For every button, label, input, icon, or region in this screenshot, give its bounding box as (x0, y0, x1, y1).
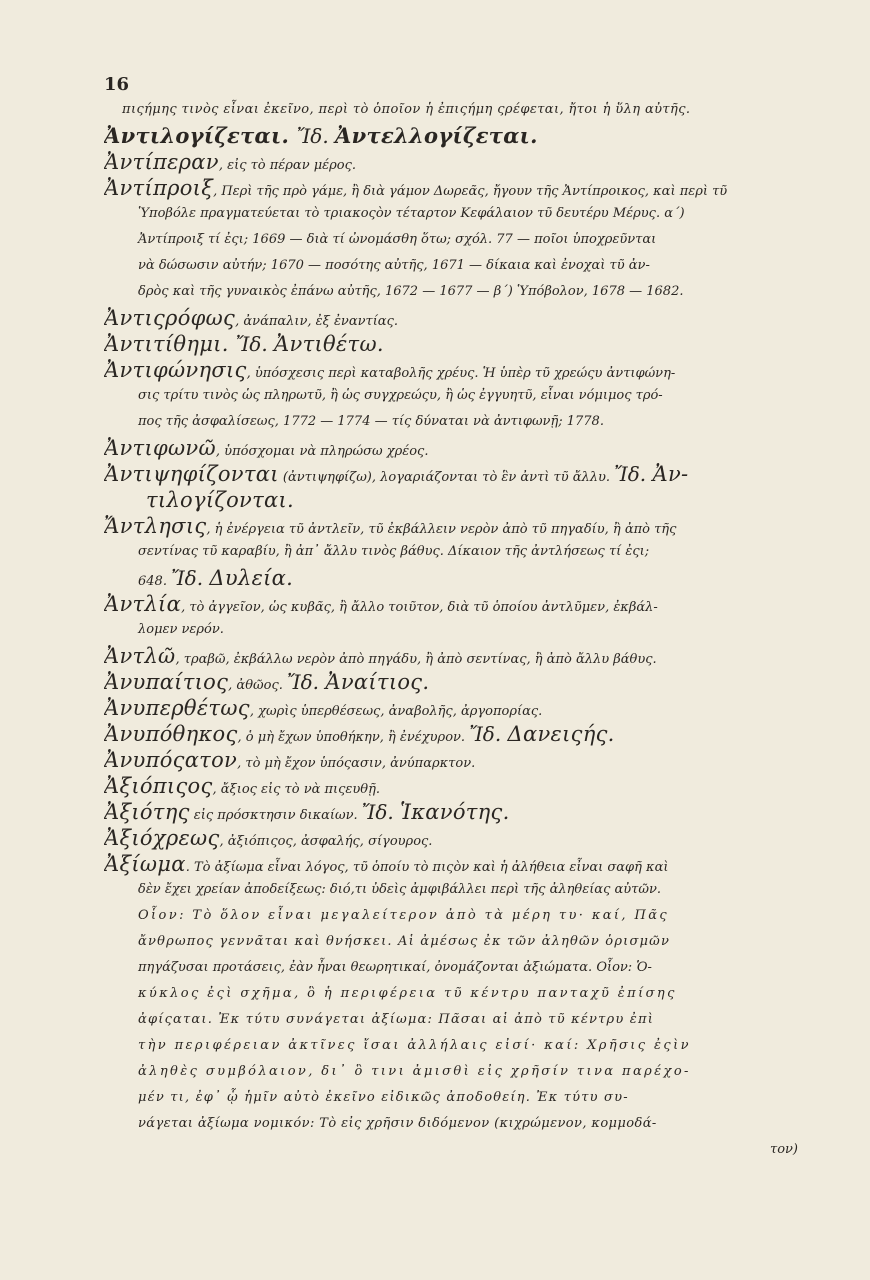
entry-text: νάγεται ἀξίωμα νομικόν: Τὸ εἰς χρῆσιν διδόμενον (κιχρώμενον, κομμοδά- (138, 1116, 657, 1131)
entry-headword: Δανειςής. (507, 722, 615, 746)
text-line (104, 929, 804, 955)
text-line (104, 669, 804, 695)
text-line (104, 357, 804, 383)
text-line (104, 643, 804, 669)
text-line (104, 591, 804, 617)
text-line (104, 305, 804, 331)
page-number: 16 (104, 74, 130, 95)
entry-text: , ὁ μὴ ἔχων ὑποθήκην, ἢ ἐνέχυρον. (237, 730, 470, 745)
entry-text: , χωρὶς ὑπερθέσεως, ἀναβολῆς, ἀργοπορίας. (249, 704, 543, 719)
entry-text: , ἀνάπαλιν, ἐξ ἐναντίας. (235, 314, 398, 329)
entry-headword: Ἀντιτίθημι. (104, 332, 236, 356)
entry-text: πος τῆς ἀσφαλίσεως, 1772 — 1774 — τίς δύναται νὰ ἀντιφωνῇ; 1778. (138, 414, 604, 429)
text-line (104, 1007, 804, 1033)
entry-text: τον) (770, 1142, 798, 1157)
entry-text: πηγάζυσαι προτάσεις, ἐὰν ἦναι θεωρητικαί, ὀνομάζονται ἀξιώματα. Οἷον: Ὁ- (138, 960, 652, 975)
text-line (104, 773, 804, 799)
entry-text: σις τρίτυ τινὸς ὡς πληρωτῦ, ἢ ὡς συγχρεώςυ, ἢ ὡς ἐγγυητῦ, εἶναι νόμιμος τρό- (138, 388, 663, 403)
entry-text: ἀληθὲς συμβόλαιον, δι᾽ ὃ τινι ἀμισθὶ εἰς χρῆσίν τινα παρέχο- (138, 1064, 691, 1079)
text-line (104, 435, 804, 461)
text-line (104, 227, 804, 253)
entry-headword: Ἀξιόχρεως (104, 826, 220, 850)
text-line (104, 695, 804, 721)
entry-text: τὴν περιφέρειαν ἀκτῖνες ἴσαι ἀλλήλαις εἰσί· καί: Χρῆσις ἐςὶν (138, 1038, 691, 1053)
entry-text: ἄνθρωπος γεννᾶται καὶ θνήσκει. Αἱ ἀμέσως ἐκ τῶν ἀληθῶν ὁρισμῶν (138, 934, 671, 949)
cross-reference-marker: Ἴδ. (235, 332, 275, 356)
entry-text: ἀφίςαται. Ἐκ τύτυ συνάγεται ἀξίωμα: Πᾶσαι αἱ ἀπὸ τῦ κέντρυ ἐπὶ (138, 1012, 655, 1027)
entry-headword: Ἀντιφώνησις (104, 358, 247, 382)
entry-headword: Ἀντιφωνῶ (104, 436, 216, 460)
entry-text: Ἀντίπροιξ τί ἐςι; 1669 — διὰ τί ὠνομάσθη ὅτω; σχόλ. 77 — ποῖοι ὑποχρεῦνται (138, 232, 657, 247)
text-line (104, 383, 804, 409)
entry-text: νὰ δώσωσιν αὐτήν; 1670 — ποσότης αὐτῆς, 1671 — δίκαια καὶ ἐνοχαὶ τῦ ἀν- (138, 258, 650, 273)
cross-reference-marker: Ἴδ. (296, 124, 336, 148)
text-line (104, 279, 804, 305)
entry-text: , τὸ ἀγγεῖον, ὡς κυβᾶς, ἢ ἄλλο τοιῦτον, διὰ τῦ ὁποίου ἀντλῦμεν, ἐκβάλ- (181, 600, 658, 615)
text-line (104, 747, 804, 773)
text-line (104, 409, 804, 435)
text-line (104, 1059, 804, 1085)
entry-text: , τραβῶ, ἐκβάλλω νερὸν ἀπὸ πηγάδυ, ἢ ἀπὸ σεντίνας, ἢ ἀπὸ ἄλλυ βάθυς. (175, 652, 657, 667)
cross-reference-marker: Ἴδ. (171, 566, 210, 590)
entry-headword: Ἀντίπεραν (104, 150, 219, 174)
entry-headword: Ἀξιότης (104, 800, 190, 824)
cross-reference-marker: Ἴδ. (287, 670, 326, 694)
text-line (104, 539, 804, 565)
entry-text: σεντίνας τῦ καραβίυ, ἢ ἀπ᾽ ἄλλυ τινὸς βάθυς. Δίκαιον τῆς ἀντλήσεως τί ἐςι; (138, 544, 650, 559)
entry-text: , τὸ μὴ ἔχον ὑπόςασιν, ἀνύπαρκτον. (237, 756, 476, 771)
entry-text: κύκλος ἐςὶ σχῆμα, ὃ ἡ περιφέρεια τῦ κέντρυ πανταχῦ ἐπίσης (138, 986, 677, 1001)
text-line (104, 825, 804, 851)
text-line (104, 799, 804, 825)
cross-reference-marker: Ἴδ. (469, 722, 508, 746)
entry-text: πιςήμης τινὸς εἶναι ἐκεῖνο, περὶ τὸ ὁποῖον ἡ ἐπιςήμη ςρέφεται, ἤτοι ἡ ὕλη αὐτῆς. (122, 102, 691, 117)
dictionary-text (104, 97, 804, 1163)
entry-headword: Ἀξίωμα (104, 852, 186, 876)
text-line (104, 1085, 804, 1111)
text-line (104, 97, 804, 123)
entry-headword: Ἄντλησις (104, 514, 207, 538)
text-line (104, 721, 804, 747)
entry-text: (ἀντιψηφίζω), λογαριάζονται τὸ ἓν ἀντὶ τῦ ἄλλυ. (278, 470, 615, 485)
entry-headword: Ἀντιςρόφως (104, 306, 236, 330)
entry-text: εἰς πρόσκτησιν δικαίων. (189, 808, 362, 823)
text-line (104, 149, 804, 175)
entry-headword: Ἀνυπόθηκος (104, 722, 238, 746)
entry-text: . Τὸ ἀξίωμα εἶναι λόγος, τῦ ὁποίυ τὸ πιςὸν καὶ ἡ ἀλήθεια εἶναι σαφῆ καὶ (185, 860, 669, 875)
entry-text: δὲν ἔχει χρείαν ἀποδείξεως: διό,τι ὐδεὶς ἀμφιβάλλει περὶ τῆς ἀληθείας αὐτῶν. (138, 882, 662, 897)
text-line (104, 565, 804, 591)
text-line (104, 175, 804, 201)
entry-text: μέν τι, ἐφ᾽ ᾧ ἡμῖν αὐτὸ ἐκεῖνο εἰδικῶς ἀποδοθείη. Ἐκ τύτυ συ- (138, 1090, 629, 1105)
text-line (104, 487, 804, 513)
entry-headword: Δυλεία. (209, 566, 294, 590)
text-line (104, 461, 804, 487)
text-line (104, 877, 804, 903)
entry-headword: Ἀνυπόςατον (104, 748, 238, 772)
entry-text: 648. (138, 574, 172, 589)
entry-headword: Ἀντλῶ (104, 644, 176, 668)
entry-headword: Ἀντλία (104, 592, 182, 616)
text-line (104, 123, 804, 149)
text-line (104, 617, 804, 643)
entry-text: Ὑποβόλε πραγματεύεται τὸ τριακοςὸν τέταρτον Κεφάλαιον τῦ δευτέρυ Μέρυς. α΄) (138, 206, 685, 221)
entry-headword: Ἀντιθέτω. (274, 332, 384, 356)
entry-text: δρὸς καὶ τῆς γυναικὸς ἐπάνω αὐτῆς, 1672 — 1677 — β΄) Ὑπόβολον, 1678 — 1682. (138, 284, 684, 299)
entry-headword: Ἀξιόπιςος (104, 774, 213, 798)
entry-headword: τιλογίζονται. (146, 488, 294, 512)
entry-headword: Ἀντιψηφίζονται (104, 462, 279, 486)
entry-text: , ἀξιόπιςος, ἀσφαλής, σίγουρος. (219, 834, 433, 849)
entry-headword: Ἀνυπαίτιος (104, 670, 229, 694)
entry-text: λομεν νερόν. (138, 622, 224, 637)
text-line (104, 903, 804, 929)
entry-headword: Ἀν- (652, 462, 689, 486)
entry-headword: Ἀναίτιος. (325, 670, 430, 694)
text-line (104, 331, 804, 357)
entry-headword: Ἀντιλογίζεται. (104, 123, 297, 148)
entry-text: , ἡ ἐνέργεια τῦ ἀντλεῖν, τῦ ἐκβάλλειν νερὸν ἀπὸ τῦ πηγαδίυ, ἢ ἀπὸ τῆς (206, 522, 677, 537)
entry-text: , ἄξιος εἰς τὸ νὰ πιςευθῇ. (212, 782, 381, 797)
text-line (104, 1033, 804, 1059)
text-line (104, 981, 804, 1007)
entry-text: , ὑπόσχεσις περὶ καταβολῆς χρέυς. Ἡ ὑπὲρ τῦ χρεώςυ ἀντιφώνη- (246, 366, 676, 381)
entry-text: , ὑπόσχομαι νὰ πληρώσω χρέος. (215, 444, 429, 459)
text-line (104, 851, 804, 877)
text-line (104, 201, 804, 227)
entry-headword: Ἀντίπροιξ (104, 176, 214, 200)
entry-text: , Περὶ τῆς πρὸ γάμε, ἢ διὰ γάμον Δωρεᾶς, ἤγουν τῆς Ἀντίπροικος, καὶ περὶ τῦ (213, 184, 728, 199)
entry-headword: Ἀντελλογίζεται. (335, 123, 538, 148)
entry-text: , εἰς τὸ πέραν μέρος. (218, 158, 357, 173)
entry-text: , ἀθῶος. (228, 678, 288, 693)
entry-headword: Ἀνυπερθέτως (104, 696, 250, 720)
entry-headword: Ἱκανότης. (400, 800, 510, 824)
text-line (104, 513, 804, 539)
cross-reference-marker: Ἴδ. (361, 800, 401, 824)
text-line (104, 253, 804, 279)
text-line (104, 1111, 804, 1137)
text-line (104, 1137, 804, 1163)
cross-reference-marker: Ἴδ. (614, 462, 653, 486)
text-line (104, 955, 804, 981)
entry-text: Οἷον: Τὸ ὅλον εἶναι μεγαλείτερον ἀπὸ τὰ μέρη τυ· καί, Πᾶς (138, 908, 670, 923)
